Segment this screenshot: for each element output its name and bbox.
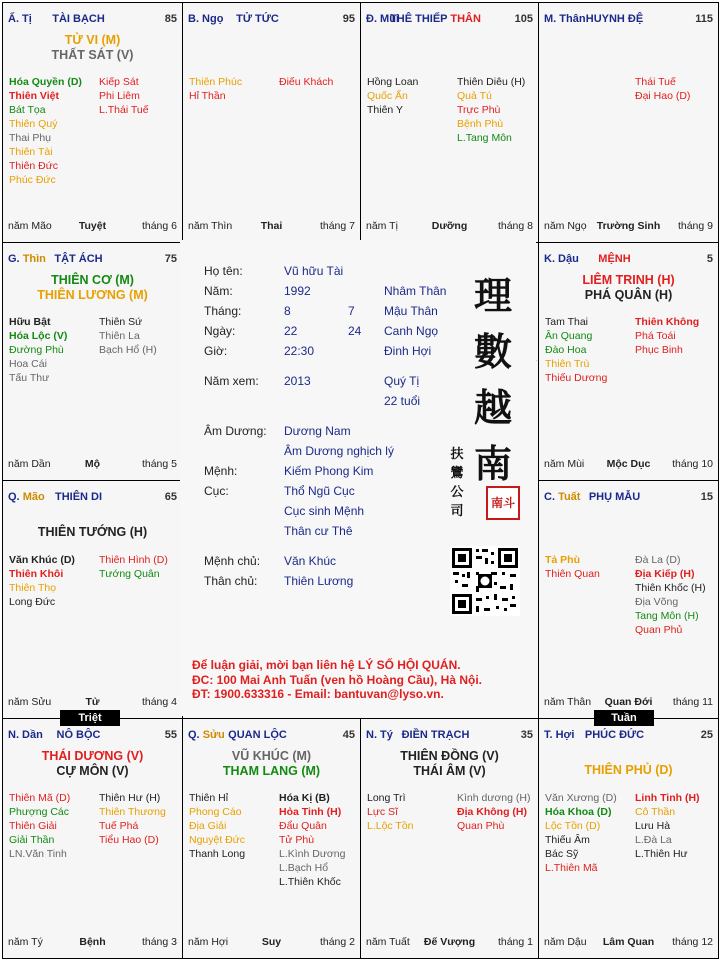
star: Quan Phù [457, 820, 505, 832]
star: Thiên La [99, 330, 140, 342]
palace-cell[interactable] [538, 242, 719, 481]
right-star-column [99, 791, 166, 847]
star: Hỏa Tinh (H) [279, 806, 342, 818]
small-char-2: 鸞 [450, 466, 464, 481]
star: L.Lộc Tồn [367, 820, 414, 832]
palace-header [544, 729, 713, 743]
main-star: THÁI ÂM (V) [413, 764, 486, 778]
left-star-column [189, 791, 245, 861]
palace-footer [8, 696, 177, 710]
star: L.Kình Dương [279, 848, 346, 860]
star: Quan Phủ [635, 624, 683, 636]
palace-cell[interactable] [538, 480, 719, 719]
palace-name: PHÚC ĐỨC [584, 729, 645, 741]
star: Thiên Phúc [189, 76, 243, 88]
star: Thiên Việt [9, 90, 59, 102]
value-cuc: Thổ Ngũ Cục [284, 484, 355, 498]
star: Lộc Tồn (D) [545, 820, 601, 832]
palace-header [366, 13, 533, 27]
palace-year: năm Tuất [366, 936, 410, 948]
palace-number: 105 [514, 13, 533, 25]
label-menh-chu: Mệnh chủ: [204, 554, 261, 568]
star: Hoa Cái [9, 358, 47, 370]
left-star-column [9, 75, 82, 187]
palace-branch: B. Ngọ [188, 13, 224, 25]
main-stars [183, 749, 360, 779]
contact-block [192, 658, 532, 702]
calligraphy-char-4: 南 [473, 441, 512, 486]
value-thang: 8 [284, 304, 291, 318]
palace-stage: Quan Đới [604, 696, 653, 708]
star: Cô Thần [635, 806, 676, 818]
main-stars [3, 749, 182, 779]
star: Tấu Thư [9, 372, 50, 384]
main-star: PHÁ QUÂN (H) [584, 288, 673, 302]
palace-header [544, 13, 713, 27]
palace-stage: Trường Sinh [596, 220, 661, 232]
contact-line-1: Để luận giải, mời bạn liên hệ LÝ SỐ HỘI QUÁN. [192, 658, 461, 672]
star: Thiếu Dương [545, 372, 608, 384]
palace-number: 35 [520, 729, 533, 741]
palace-stage: Mộ [84, 458, 101, 470]
star: L.Đà La [635, 834, 672, 846]
palace-number: 15 [700, 491, 713, 503]
star: Thiên Hư (H) [99, 792, 161, 804]
left-star-column [545, 315, 607, 385]
star: Kình dương (H) [457, 792, 531, 804]
main-star: VŨ KHÚC (M) [231, 749, 312, 763]
value-ngay-can-chi: Canh Ngọ [384, 324, 439, 338]
star: Phục Binh [635, 344, 683, 356]
star: Phong Cáo [189, 806, 242, 818]
palace-stage: Tuyệt [78, 220, 107, 232]
palace-number: 85 [164, 13, 177, 25]
palace-header [8, 491, 177, 505]
star: Hóa Kị (B) [279, 792, 330, 804]
palace-number: 55 [164, 729, 177, 741]
left-star-column [189, 75, 242, 103]
star: L.Thiên Hư [635, 848, 688, 860]
star: Thanh Long [189, 848, 246, 860]
star: Địa Không (H) [457, 806, 527, 818]
palace-month: tháng 4 [141, 696, 177, 708]
star: Long Trì [367, 792, 406, 804]
palace-year: năm Tị [366, 220, 398, 232]
palace-number: 65 [164, 491, 177, 503]
palace-number: 5 [706, 253, 713, 265]
star: Thiên Quan [545, 568, 600, 580]
star: Thiên Trù [545, 358, 590, 370]
star: Bệnh Phù [457, 118, 504, 130]
palace-footer [544, 458, 713, 472]
star: Hồng Loan [367, 76, 419, 88]
palace-cell[interactable] [2, 718, 183, 959]
star: L.Thiên Khốc [279, 876, 341, 888]
main-star: CỰ MÔN (V) [56, 764, 129, 778]
palace-stage: Lâm Quan [602, 936, 655, 948]
main-stars [3, 273, 182, 303]
star: Thiên Y [367, 104, 403, 116]
palace-name: THÊ THIẾP THÂN [390, 13, 481, 25]
left-star-column [9, 791, 70, 861]
palace-branch: Q. Mão [8, 491, 45, 503]
palace-footer [544, 696, 713, 710]
palace-stage: Bệnh [79, 936, 106, 948]
qr-code[interactable] [450, 546, 520, 616]
left-star-column [367, 75, 418, 117]
star: Phá Toái [635, 330, 676, 342]
palace-name: TẬT ÁCH [54, 253, 103, 265]
label-nam: Năm: [204, 284, 233, 298]
palace-header [8, 13, 177, 27]
star: Thiên Thọ [9, 582, 57, 594]
palace-footer [544, 220, 713, 234]
star: L.Thái Tuế [99, 104, 149, 116]
star: Giải Thần [9, 834, 55, 846]
main-stars [3, 525, 182, 540]
center-panel [180, 240, 536, 716]
star: Thiên Đức [9, 160, 59, 172]
value-nam: 1992 [284, 284, 311, 298]
palace-cell[interactable] [182, 718, 361, 959]
right-star-column [279, 791, 345, 889]
main-star: THAM LANG (M) [222, 764, 321, 778]
palace-footer [366, 936, 533, 950]
star: Tuế Phá [99, 820, 139, 832]
palace-cell[interactable] [360, 2, 539, 243]
main-stars [539, 763, 718, 778]
calligraphy-char-3: 越 [473, 385, 512, 430]
star: Lực Sĩ [367, 806, 398, 818]
palace-month: tháng 5 [141, 458, 177, 470]
right-star-column [457, 791, 530, 833]
main-star: TỬ VI (M) [64, 33, 121, 47]
star: Lưu Hà [635, 820, 671, 832]
palace-name: THIÊN DI [54, 491, 103, 503]
star: Đại Hao (D) [635, 90, 691, 102]
palace-name: TỬ TỨC [236, 13, 279, 25]
palace-month: tháng 12 [672, 936, 713, 948]
label-ngay: Ngày: [204, 324, 236, 338]
value-nam-xem: 2013 [284, 374, 311, 388]
star: L.Bạch Hổ [279, 862, 329, 874]
star: Hóa Quyền (D) [9, 76, 82, 88]
calligraphy-char-2: 數 [473, 329, 512, 374]
main-star: THIÊN PHỦ (D) [584, 763, 673, 777]
value-tuoi: 22 tuổi [384, 394, 421, 408]
left-star-column [367, 791, 414, 833]
star: Thái Tuế [635, 76, 676, 88]
star: Long Đức [9, 596, 56, 608]
main-stars [539, 273, 718, 303]
star: Thiếu Âm [545, 834, 590, 846]
star: LN.Văn Tinh [9, 848, 67, 860]
star: Thiên Không [635, 316, 700, 328]
star: Văn Xương (D) [545, 792, 617, 804]
palace-name: TÀI BẠCH [52, 13, 105, 25]
palace-number: 115 [695, 13, 713, 25]
palace-cell[interactable] [2, 2, 183, 243]
value-gio: 22:30 [284, 344, 315, 358]
value-nam-can-chi: Nhâm Thân [384, 284, 447, 298]
star: Trực Phù [457, 104, 501, 116]
right-star-column [279, 75, 333, 89]
main-stars [3, 33, 182, 63]
right-star-column [99, 315, 157, 357]
star: Bát Tọa [9, 104, 46, 116]
value-thang-am: 7 [348, 304, 355, 318]
star: Hóa Khoa (D) [545, 806, 612, 818]
main-stars [361, 749, 538, 779]
palace-name: NÔ BỘC [56, 729, 101, 741]
contact-line-2: ĐC: 100 Mai Anh Tuấn (ven hồ Hoàng Cầu), Hà Nội. [192, 672, 483, 687]
star: Thiên Khốc (H) [635, 582, 706, 594]
palace-name: HUYNH ĐỆ [585, 13, 644, 25]
palace-stage: Dưỡng [431, 220, 468, 232]
star: Thiên Mã (D) [9, 792, 71, 804]
palace-cell[interactable] [2, 480, 183, 719]
star: Kiếp Sát [99, 76, 139, 88]
label-than-chu: Thân chủ: [204, 574, 258, 588]
palace-header [8, 253, 177, 267]
star: L.Tang Môn [457, 132, 512, 144]
label-cuc: Cục: [204, 484, 229, 498]
star: Thiên Khôi [9, 568, 64, 580]
palace-branch: G. Thìn [8, 253, 46, 265]
main-star: THÁI DƯƠNG (V) [41, 749, 144, 763]
value-am-duong-2: Âm Dương nghịch lý [284, 444, 394, 458]
small-char-3: 公 [450, 485, 464, 500]
red-seal: 南斗 [486, 486, 520, 520]
palace-name: QUAN LỘC [228, 729, 287, 741]
value-am-duong: Dương Nam [284, 424, 351, 438]
palace-cell[interactable] [182, 2, 361, 243]
star: Linh Tinh (H) [635, 792, 700, 804]
left-star-column [545, 553, 600, 581]
palace-month: tháng 8 [497, 220, 533, 232]
palace-footer [8, 458, 177, 472]
left-star-column [545, 791, 617, 875]
small-vertical-text [448, 445, 466, 521]
palace-footer [188, 936, 355, 950]
star: Quốc Ấn [367, 90, 408, 102]
calligraphy-char-1: 理 [473, 273, 512, 318]
palace-branch: T. Hợi [544, 729, 575, 741]
palace-footer [188, 220, 355, 234]
star: Tiểu Hao (D) [99, 834, 159, 846]
calligraphy-logo [466, 268, 520, 492]
palace-branch: Q. Sửu [188, 729, 225, 741]
small-char-4: 司 [450, 504, 464, 519]
palace-cell[interactable] [360, 718, 539, 959]
value-gio-can-chi: Đinh Hợi [384, 344, 432, 358]
main-star: THẤT SÁT (V) [51, 48, 134, 62]
small-char-1: 扶 [450, 447, 464, 462]
palace-number: 25 [700, 729, 713, 741]
palace-year: năm Dậu [544, 936, 587, 948]
main-star: THIÊN LƯƠNG (M) [37, 288, 148, 302]
palace-header [188, 13, 355, 27]
right-star-column [635, 791, 700, 861]
star: Tử Phù [279, 834, 315, 846]
main-star: LIÊM TRINH (H) [582, 273, 675, 287]
right-star-column [635, 553, 706, 637]
star: Tả Phù [545, 554, 581, 566]
star: Thiên Quý [9, 118, 58, 130]
palace-month: tháng 10 [672, 458, 713, 470]
palace-year: năm Mão [8, 220, 52, 232]
palace-header [8, 729, 177, 743]
palace-number: 95 [342, 13, 355, 25]
palace-year: năm Tý [8, 936, 43, 948]
star: Phi Liêm [99, 90, 140, 102]
star: L.Thiên Mã [545, 862, 598, 874]
palace-year: năm Hợi [188, 936, 229, 948]
star: Hữu Bật [9, 316, 51, 328]
palace-stage: Thai [260, 220, 283, 232]
palace-stage: Tử [85, 696, 100, 708]
badge-tuan: Tuần [594, 710, 654, 726]
value-menh-chu: Văn Khúc [284, 554, 337, 568]
palace-footer [8, 220, 177, 234]
palace-branch: K. Dậu [544, 253, 579, 265]
star: Đường Phù [9, 344, 64, 356]
star: Ân Quang [545, 330, 593, 342]
palace-stage: Mộc Dục [606, 458, 651, 470]
value-ngay-am: 24 [348, 324, 362, 338]
star: Điếu Khách [279, 76, 334, 88]
label-gio: Giờ: [204, 344, 228, 358]
main-star: THIÊN CƠ (M) [51, 273, 134, 287]
star: Quả Tú [457, 90, 492, 102]
right-star-column [99, 553, 168, 581]
palace-branch: M. Thân [544, 13, 586, 25]
right-star-column [635, 315, 699, 357]
label-nam-xem: Năm xem: [204, 374, 259, 388]
palace-month: tháng 7 [319, 220, 355, 232]
star: Nguyệt Đức [189, 834, 246, 846]
star: Đẩu Quân [279, 820, 327, 832]
star: Phượng Các [9, 806, 70, 818]
palace-footer [8, 936, 177, 950]
palace-year: năm Mùi [544, 458, 585, 470]
palace-header [188, 729, 355, 743]
value-cuc-2: Cục sinh Mệnh [284, 504, 365, 518]
palace-footer [366, 220, 533, 234]
palace-branch: N. Tý [366, 729, 393, 741]
palace-month: tháng 11 [672, 696, 713, 708]
star: Đà La (D) [635, 554, 681, 566]
palace-footer [544, 936, 713, 950]
palace-month: tháng 9 [677, 220, 713, 232]
palace-cell[interactable] [538, 718, 719, 959]
palace-year: năm Thìn [188, 220, 233, 232]
label-thang: Tháng: [204, 304, 242, 318]
palace-branch: C. Tuất [544, 491, 581, 503]
palace-month: tháng 3 [141, 936, 177, 948]
palace-year: năm Dần [8, 458, 51, 470]
palace-month: tháng 6 [141, 220, 177, 232]
palace-stage: Suy [261, 936, 282, 948]
palace-name: ĐIỀN TRẠCH [401, 729, 470, 741]
palace-year: năm Sửu [8, 696, 52, 708]
star: Bác Sỹ [545, 848, 579, 860]
star: Tam Thai [545, 316, 588, 328]
palace-month: tháng 2 [319, 936, 355, 948]
value-cuc-3: Thân cư Thê [284, 524, 353, 538]
palace-name: PHỤ MẪU [588, 491, 641, 503]
badge-triet: Triệt [60, 710, 120, 726]
star: Địa Võng [635, 596, 679, 608]
star: Hóa Lộc (V) [9, 330, 68, 342]
value-thang-can-chi: Mậu Thân [384, 304, 438, 318]
palace-branch: Ấ. Tị [8, 13, 32, 25]
main-star: THIÊN ĐỒNG (V) [400, 749, 499, 763]
star: Địa Giải [189, 820, 227, 832]
star: Văn Khúc (D) [9, 554, 75, 566]
left-star-column [9, 553, 75, 609]
palace-branch: N. Dần [8, 729, 43, 741]
label-am-duong: Âm Dương: [204, 424, 267, 438]
star: Địa Kiếp (H) [635, 568, 695, 580]
palace-cell[interactable] [538, 2, 719, 243]
palace-branch: Đ. Mùi [366, 13, 399, 25]
palace-header [544, 253, 713, 267]
star: Tang Môn (H) [635, 610, 699, 622]
star: Thiên Diêu (H) [457, 76, 526, 88]
left-star-column [9, 315, 67, 385]
star: Thiên Thương [99, 806, 166, 818]
star: Thiên Tài [9, 146, 53, 158]
contact-line-3: ĐT: 1900.633316 - Email: bantuvan@lyso.vn. [192, 687, 444, 701]
star: Bạch Hổ (H) [99, 344, 157, 356]
palace-number: 45 [342, 729, 355, 741]
palace-month: tháng 1 [497, 936, 533, 948]
label-ho-ten: Họ tên: [204, 264, 243, 278]
palace-stage: Đế Vượng [423, 936, 476, 948]
palace-name: MỆNH [598, 253, 631, 265]
star: Đào Hoa [545, 344, 587, 356]
star: Thiên Giải [9, 820, 57, 832]
palace-header [366, 729, 533, 743]
right-star-column [635, 75, 690, 103]
value-nam-xem-can-chi: Quý Tị [384, 374, 420, 388]
palace-cell[interactable] [2, 242, 183, 481]
right-star-column [99, 75, 149, 117]
star: Phúc Đức [9, 174, 56, 186]
value-ho-ten: Vũ hữu Tài [284, 264, 344, 278]
star: Thiên Hình (D) [99, 554, 168, 566]
right-star-column [457, 75, 525, 145]
star: Thiên Sứ [99, 316, 143, 328]
palace-header [544, 491, 713, 505]
star: Hỉ Thần [189, 90, 226, 102]
palace-year: năm Thân [544, 696, 592, 708]
value-than-chu: Thiên Lương [284, 574, 354, 588]
main-star: THIÊN TƯỚNG (H) [37, 525, 148, 539]
star: Tướng Quân [99, 568, 160, 580]
value-ngay: 22 [284, 324, 298, 338]
palace-number: 75 [164, 253, 177, 265]
value-menh: Kiếm Phong Kim [284, 464, 374, 478]
label-menh: Mệnh: [204, 464, 238, 478]
star: Thiên Hỉ [189, 792, 229, 804]
star: Thai Phụ [9, 132, 52, 144]
palace-year: năm Ngọ [544, 220, 587, 232]
